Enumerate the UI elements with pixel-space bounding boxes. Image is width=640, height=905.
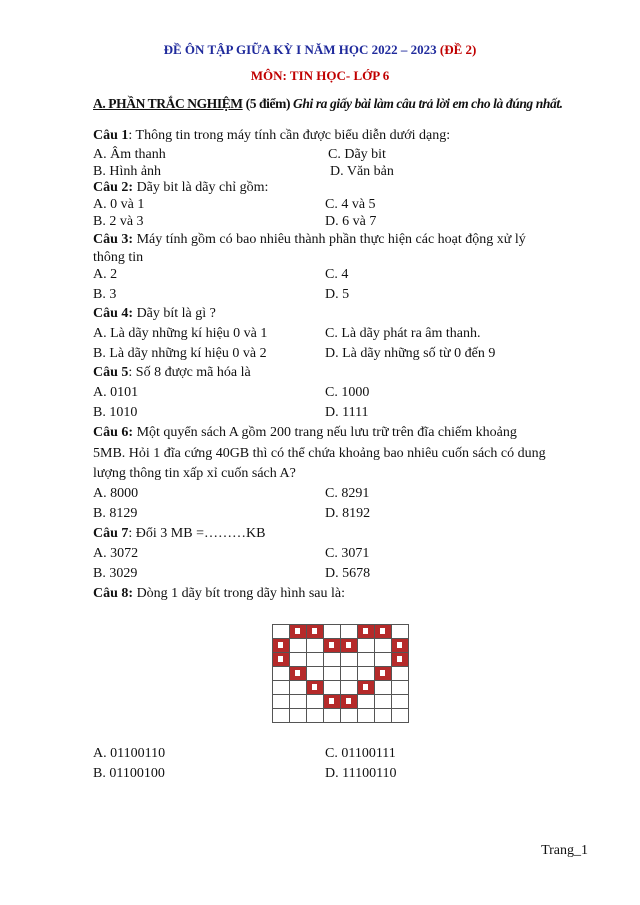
q8-option-b: B. 01100100 <box>93 766 165 781</box>
bit-cell-empty <box>358 639 375 653</box>
bit-cell-empty <box>392 695 409 709</box>
bit-grid-table <box>272 624 409 723</box>
q2-option-b: B. 2 và 3 <box>93 214 144 229</box>
bit-cell-empty <box>375 709 392 723</box>
bit-cell-filled <box>273 639 290 653</box>
q5-option-c: C. 1000 <box>325 385 370 400</box>
q8-option-a: A. 01100110 <box>93 746 166 761</box>
bit-cell-empty <box>324 681 341 695</box>
q2-option-c: C. 4 và 5 <box>325 197 376 212</box>
bit-cell-filled <box>392 639 409 653</box>
bit-cell-empty <box>392 709 409 723</box>
q7-option-a: A. 3072 <box>93 546 139 561</box>
bit-cell-filled <box>358 681 375 695</box>
bit-cell-empty <box>273 625 290 639</box>
bit-cell-filled <box>273 653 290 667</box>
q1-option-d: D. Văn bản <box>330 164 394 179</box>
q4-option-d: D. Là dãy những số từ 0 đến 9 <box>325 346 496 361</box>
bit-grid-row <box>273 681 409 695</box>
bit-cell-empty <box>341 653 358 667</box>
q8-option-c: C. 01100111 <box>325 746 396 761</box>
bit-cell-empty <box>273 695 290 709</box>
title-variant: (ĐỀ 2) <box>439 42 477 57</box>
q6-option-a: A. 8000 <box>93 486 139 501</box>
q3-option-a: A. 2 <box>93 267 118 282</box>
bit-cell-empty <box>290 695 307 709</box>
section-heading <box>93 96 563 112</box>
bit-cell-empty <box>324 667 341 681</box>
bit-grid-row <box>273 653 409 667</box>
bit-cell-empty <box>307 653 324 667</box>
question-6-cont-2: lượng thông tin xấp xỉ cuốn sách A? <box>93 466 296 481</box>
bit-cell-empty <box>273 667 290 681</box>
bit-cell-empty <box>307 639 324 653</box>
bit-cell-filled <box>307 625 324 639</box>
bit-cell-empty <box>307 709 324 723</box>
question-3: Câu 3: Máy tính gồm có bao nhiêu thành phần thực hiện các hoạt động xử lý <box>93 232 526 247</box>
bit-cell-filled <box>324 639 341 653</box>
bit-cell-empty <box>375 695 392 709</box>
q3-option-b: B. 3 <box>93 287 117 302</box>
bit-cell-empty <box>341 625 358 639</box>
bit-cell-filled <box>290 625 307 639</box>
bit-cell-empty <box>290 639 307 653</box>
q1-option-a: A. Âm thanh <box>93 147 166 162</box>
bit-cell-empty <box>341 667 358 681</box>
bit-cell-empty <box>375 681 392 695</box>
question-8: Câu 8: Dòng 1 dãy bít trong dãy hình sau là: <box>93 586 345 601</box>
q7-option-b: B. 3029 <box>93 566 138 581</box>
section-points: (5 điểm) <box>242 96 294 111</box>
bit-cell-empty <box>358 695 375 709</box>
q4-option-a: A. Là dãy những kí hiệu 0 và 1 <box>93 326 268 341</box>
question-2: Câu 2: Dãy bit là dãy chỉ gồm: <box>93 180 269 195</box>
bit-cell-filled <box>375 625 392 639</box>
bit-cell-empty <box>273 681 290 695</box>
bit-grid-row <box>273 695 409 709</box>
q4-option-b: B. Là dãy những kí hiệu 0 và 2 <box>93 346 267 361</box>
bit-cell-empty <box>392 667 409 681</box>
question-1: Câu 1: Thông tin trong máy tính cần được biểu diễn dưới dạng: <box>93 128 451 143</box>
q2-option-d: D. 6 và 7 <box>325 214 377 229</box>
q3-option-c: C. 4 <box>325 267 349 282</box>
question-3-cont: thông tin <box>93 250 144 265</box>
bit-cell-filled <box>324 695 341 709</box>
q2-option-a: A. 0 và 1 <box>93 197 145 212</box>
bit-cell-empty <box>290 653 307 667</box>
section-instruction: Ghi ra giấy bài làm câu trả lời em cho là đúng nhất. <box>293 96 563 111</box>
q7-option-d: D. 5678 <box>325 566 371 581</box>
bit-grid-row <box>273 709 409 723</box>
bit-cell-empty <box>341 681 358 695</box>
question-5: Câu 5: Số 8 được mã hóa là <box>93 365 251 380</box>
bit-cell-filled <box>341 695 358 709</box>
q4-option-c: C. Là dãy phát ra âm thanh. <box>325 326 481 341</box>
bit-grid-row <box>273 639 409 653</box>
q5-option-a: A. 0101 <box>93 385 139 400</box>
bit-cell-filled <box>290 667 307 681</box>
question-4: Câu 4: Dãy bít là gì ? <box>93 306 216 321</box>
q5-option-d: D. 1111 <box>325 405 369 420</box>
bit-cell-empty <box>375 653 392 667</box>
section-label: A. PHẦN TRẮC NGHIỆM <box>93 96 243 111</box>
bit-cell-empty <box>358 653 375 667</box>
q6-option-d: D. 8192 <box>325 506 371 521</box>
bit-cell-filled <box>375 667 392 681</box>
question-7: Câu 7: Đổi 3 MB =………KB <box>93 526 266 541</box>
bit-grid-row <box>273 625 409 639</box>
bit-cell-empty <box>324 709 341 723</box>
q8-option-d: D. 11100110 <box>325 766 397 781</box>
bit-cell-empty <box>324 625 341 639</box>
bit-cell-empty <box>375 639 392 653</box>
bit-cell-empty <box>358 667 375 681</box>
bit-cell-empty <box>290 681 307 695</box>
bit-cell-filled <box>358 625 375 639</box>
q6-option-c: C. 8291 <box>325 486 370 501</box>
title-main: ĐỀ ÔN TẬP GIỮA KỲ I NĂM HỌC 2022 – 2023 <box>163 42 440 57</box>
bit-cell-empty <box>290 709 307 723</box>
question-6-cont-1: 5MB. Hỏi 1 đĩa cứng 40GB thì có thể chứa khoảng bao nhiêu cuốn sách có dung <box>93 446 546 461</box>
q1-option-b: B. Hình ảnh <box>93 164 162 179</box>
bit-cell-empty <box>392 681 409 695</box>
bit-cell-filled <box>307 681 324 695</box>
document-title <box>0 42 640 58</box>
q3-option-d: D. 5 <box>325 287 350 302</box>
bit-cell-filled <box>341 639 358 653</box>
q5-option-b: B. 1010 <box>93 405 138 420</box>
bit-cell-empty <box>307 695 324 709</box>
bit-cell-empty <box>324 653 341 667</box>
bit-cell-empty <box>273 709 290 723</box>
bit-grid-row <box>273 667 409 681</box>
bit-cell-empty <box>307 667 324 681</box>
q7-option-c: C. 3071 <box>325 546 370 561</box>
bit-cell-filled <box>392 653 409 667</box>
bit-grid-figure <box>272 624 409 723</box>
bit-cell-empty <box>358 709 375 723</box>
q6-option-b: B. 8129 <box>93 506 138 521</box>
q1-option-c: C. Dãy bit <box>328 147 386 162</box>
page-number: Trang_1 <box>541 843 588 858</box>
bit-cell-empty <box>392 625 409 639</box>
bit-cell-empty <box>341 709 358 723</box>
subject-line: MÔN: TIN HỌC- LỚP 6 <box>250 68 390 83</box>
question-6: Câu 6: Một quyển sách A gồm 200 trang nếu lưu trữ trên đĩa chiếm khoảng <box>93 425 517 440</box>
